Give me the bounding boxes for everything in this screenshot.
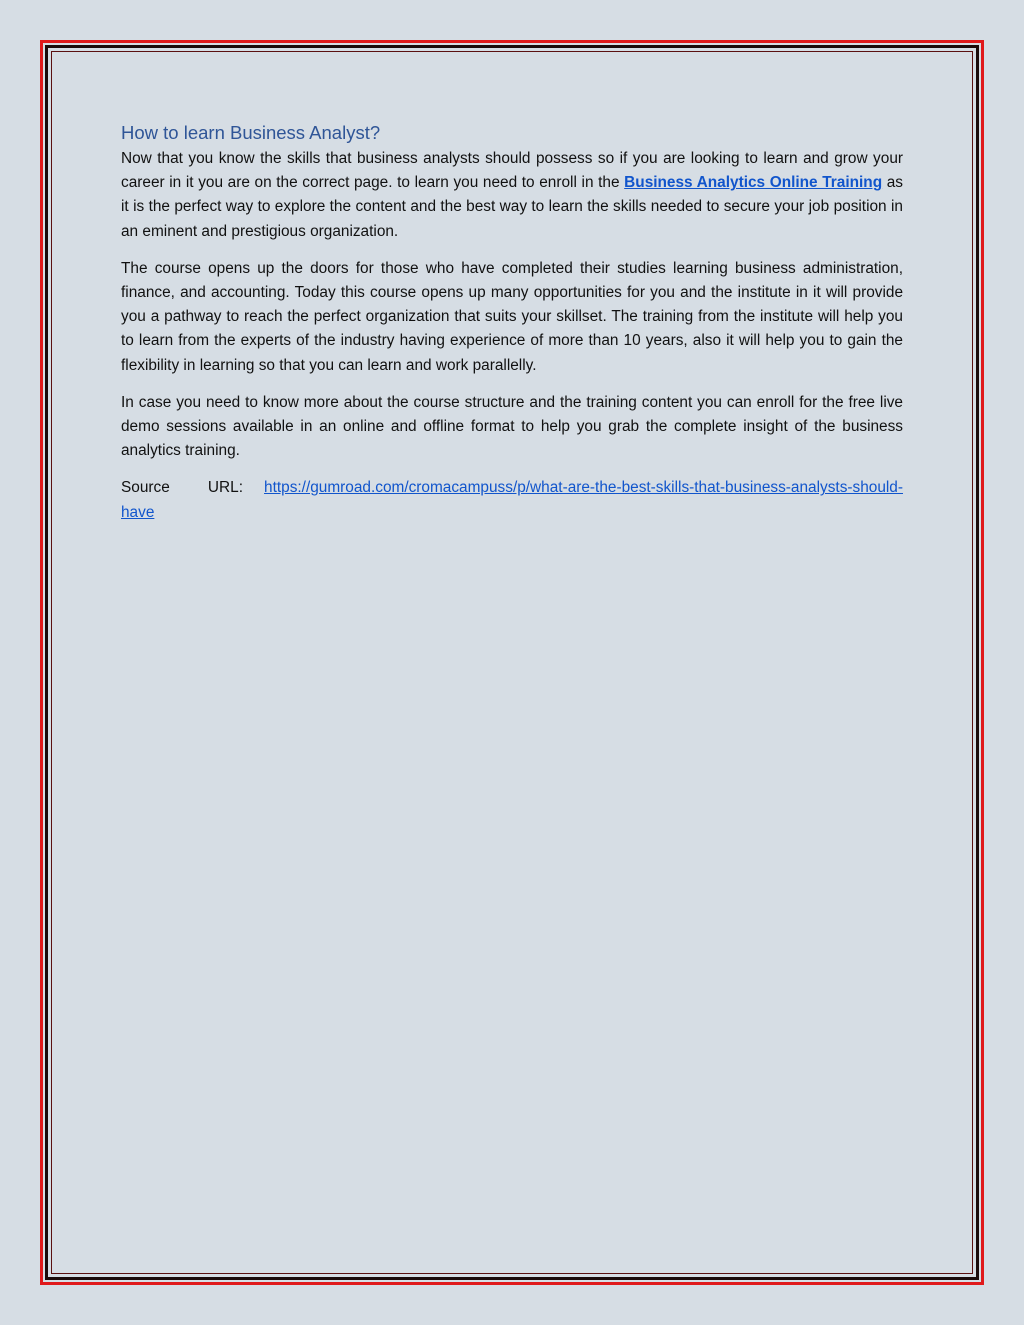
paragraph-intro-text-before: Now that you know the skills that business analysts should possess so if you are looking to learn and grow your career in it you are on the correct page. to learn you need to enroll in the [121, 150, 903, 192]
source-label: Source URL: [121, 479, 243, 497]
paragraph-intro [121, 147, 903, 244]
source-url-link[interactable]: https://gumroad.com/cromacampuss/p/what-are-the-best-skills-that-business-analysts-should-have [121, 479, 903, 521]
source-line [121, 476, 903, 524]
section-heading: How to learn Business Analyst? [121, 122, 381, 143]
document-body [121, 120, 903, 538]
business-analytics-training-link[interactable]: Business Analytics Online Training [624, 174, 883, 192]
paragraph-course: The course opens up the doors for those who have completed their studies learning business administration, finance, and accounting. Today this course opens up many opportunities for you and the institute in it will provide you a pathway to reach the perfect organization that suits your skillset. The training from the institute will help you to learn from the experts of the industry having experience of more than 10 years, also it will help you to gain the flexibility in learning so that you can learn and work parallelly. [121, 259, 903, 374]
paragraph-intro-text-after: as it is the perfect way to explore the content and the best way to learn the skills needed to secure your job position in an eminent and prestigious organization. [121, 174, 903, 240]
paragraph-demo: In case you need to know more about the course structure and the training content you can enroll for the free live demo sessions available in an online and offline format to help you grab the complete insight of the business analytics training. [121, 393, 903, 460]
